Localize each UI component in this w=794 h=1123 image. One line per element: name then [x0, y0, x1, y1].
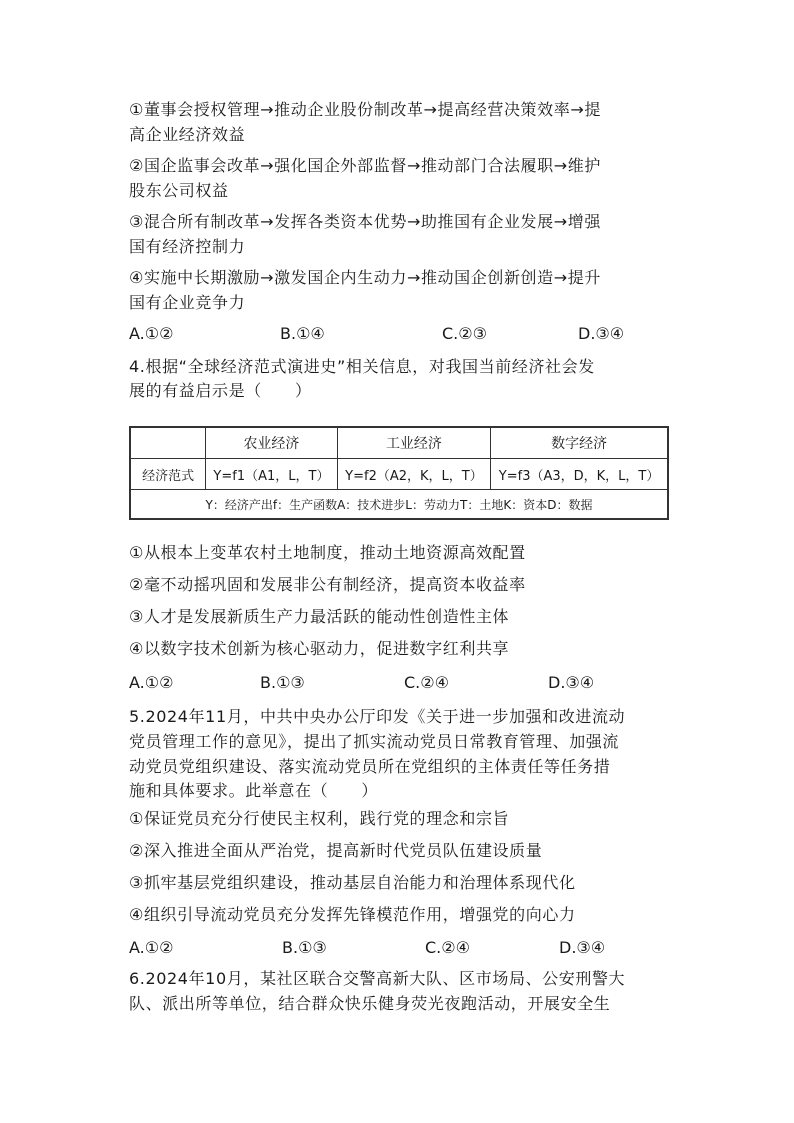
q3-item-1-line-1: ①董事会授权管理→推动企业股份制改革→提高经营决策效率→提	[129, 100, 601, 119]
q5-item-1: ①保证党员充分行使民主权利，践行党的理念和宗旨	[129, 809, 510, 828]
q3-item-4-line-1: ④实施中长期激励→激发国企内生动力→推动国企创新创造→提升	[129, 268, 601, 287]
table-cell-f3: Y=f3（A3，D，K，L，T）	[491, 459, 668, 490]
table-header-industrial: 工业经济	[337, 427, 490, 459]
q4-option-b: B.①③	[260, 673, 305, 692]
q3-item-2-line-1: ②国企监事会改革→强化国企外部监督→推动部门合法履职→维护	[129, 156, 601, 175]
q4-stem-line-1: 4.根据“全球经济范式演进史”相关信息，对我国当前经济社会发	[129, 357, 595, 376]
q4-stem-line-2: 展的有益启示是（ ）	[129, 381, 312, 400]
q6-stem-line-1: 6.2024年10月，某社区联合交警高新大队、区市场局、公安刑警大	[129, 969, 626, 988]
table-cell-f2: Y=f2（A2，K，L，T）	[337, 459, 490, 490]
q5-stem-line-2: 党员管理工作的意见》，提出了抓实流动党员日常教育管理、加强流	[129, 732, 620, 751]
q5-option-b: B.①③	[282, 938, 327, 957]
table-note-row	[130, 490, 668, 520]
table-header-digital: 数字经济	[491, 427, 668, 459]
table-row-label: 经济范式	[130, 459, 206, 490]
q5-item-3: ③抓牢基层党组织建设，推动基层自治能力和治理体系现代化	[129, 873, 576, 892]
q3-item-2-line-2: 股东公司权益	[129, 181, 229, 200]
q3-option-b: B.①④	[280, 324, 325, 343]
q4-item-3: ③人才是发展新质生产力最活跃的能动性创造性主体	[129, 607, 510, 626]
table-header-agricultural: 农业经济	[206, 427, 338, 459]
table-header-empty	[130, 427, 206, 459]
q3-item-3-line-2: 国有经济控制力	[129, 237, 246, 256]
q4-option-a: A.①②	[129, 673, 174, 692]
q4-option-c: C.②④	[404, 673, 449, 692]
q4-item-2: ②毫不动摇巩固和发展非公有制经济，提高资本收益率	[129, 575, 526, 594]
q3-item-3-line-1: ③混合所有制改革→发挥各类资本优势→助推国有企业发展→增强	[129, 212, 601, 231]
q5-stem-line-3: 动党员党组织建设、落实流动党员所在党组织的主体责任等任务措	[129, 757, 611, 776]
q5-item-2: ②深入推进全面从严治党，提高新时代党员队伍建设质量	[129, 841, 543, 860]
q3-option-a: A.①②	[129, 324, 174, 343]
q4-item-1: ①从根本上变革农村土地制度，推动土地资源高效配置	[129, 543, 526, 562]
table-cell-f1: Y=f1（A1，L，T）	[206, 459, 338, 490]
q4-option-d: D.③④	[548, 673, 595, 692]
table-note: Y：经济产出f：生产函数A：技术进步L：劳动力T：土地K：资本D：数据	[130, 490, 668, 520]
q4-item-4: ④以数字技术创新为核心驱动力，促进数字红利共享	[129, 639, 510, 658]
table-header-row	[130, 427, 668, 459]
table-row	[130, 459, 668, 490]
q5-option-c: C.②④	[425, 938, 470, 957]
q5-option-d: D.③④	[559, 938, 606, 957]
q5-stem-line-4: 施和具体要求。此举意在（ ）	[129, 781, 379, 800]
q3-option-d: D.③④	[578, 324, 625, 343]
q5-item-4: ④组织引导流动党员充分发挥先锋模范作用，增强党的向心力	[129, 905, 576, 924]
q5-option-a: A.①②	[129, 938, 174, 957]
q3-option-c: C.②③	[442, 324, 487, 343]
q5-stem-line-1: 5.2024年11月，中共中央办公厅印发《关于进一步加强和改进流动	[129, 707, 626, 726]
q3-item-1-line-2: 高企业经济效益	[129, 125, 246, 144]
q6-stem-line-2: 队、派出所等单位，结合群众快乐健身荧光夜跑活动，开展安全生	[129, 994, 611, 1013]
q3-item-4-line-2: 国有企业竞争力	[129, 293, 246, 312]
economic-paradigm-table	[129, 426, 669, 520]
